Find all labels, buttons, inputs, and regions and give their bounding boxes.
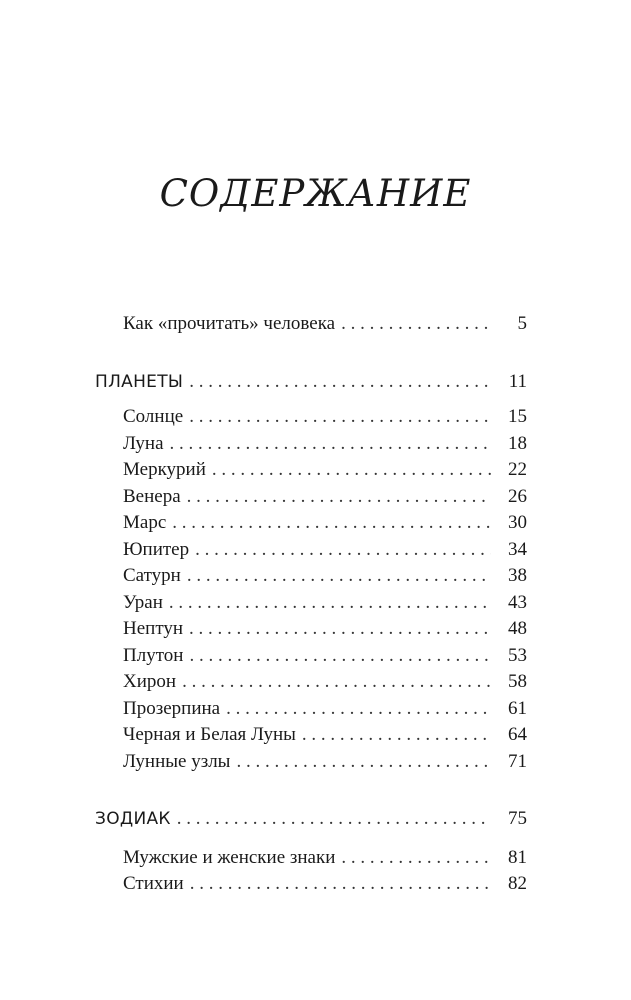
toc-section-planets[interactable] [95,369,527,395]
toc-entry-label: Марс [123,512,167,533]
toc-entry[interactable] [123,696,527,722]
dot-leader [187,484,491,510]
toc-entry[interactable] [123,590,527,616]
toc-entry[interactable] [123,431,527,457]
toc-section-zodiac[interactable] [95,806,527,832]
toc-entry[interactable] [123,871,527,897]
toc-page-number: 22 [508,459,527,480]
toc-entry[interactable] [123,722,527,748]
toc-page-number: 82 [508,873,527,894]
dot-leader [341,311,491,337]
toc-entry-label: Солнце [123,406,184,427]
toc-page-number: 64 [508,724,527,745]
toc-section-label: ПЛАНЕТЫ [95,372,184,392]
dot-leader [190,871,491,897]
toc-page-number: 53 [508,645,527,666]
toc-page-number: 11 [508,371,527,392]
dot-leader [226,696,491,722]
dot-leader [189,643,491,669]
dot-leader [212,457,491,483]
toc-entry[interactable] [123,404,527,430]
toc-page-number: 75 [508,808,527,829]
toc-page-number: 15 [508,406,527,427]
toc-section-label: ЗОДИАК [95,809,171,829]
page-title: СОДЕРЖАНИЕ [159,172,472,215]
dot-leader [189,404,491,430]
toc-page-number: 48 [508,618,527,639]
toc-entry-label: Сатурн [123,565,181,586]
toc-entry-label: Лунные узлы [123,751,231,772]
toc-entry-label: Черная и Белая Луны [123,724,296,745]
dot-leader [170,431,491,457]
dot-leader [189,369,491,395]
toc-entry-label: Прозерпина [123,698,221,719]
dot-leader [177,806,491,832]
toc-entry-label: Уран [123,592,163,613]
toc-page-number: 5 [517,313,527,334]
dot-leader [302,722,491,748]
toc-page-number: 61 [508,698,527,719]
toc-entry-label: Мужские и женские знаки [123,847,336,868]
toc-entry-label: Плутон [123,645,184,666]
toc-page-number: 43 [508,592,527,613]
toc-entry[interactable] [123,563,527,589]
dot-leader [172,510,491,536]
toc-entry[interactable] [123,845,527,871]
dot-leader [169,590,491,616]
toc-entry[interactable] [123,643,527,669]
toc-entry[interactable] [123,311,527,337]
toc-entry[interactable] [123,616,527,642]
dot-leader [189,616,491,642]
toc-page-number: 81 [508,847,527,868]
dot-leader [341,845,491,871]
toc-entry[interactable] [123,510,527,536]
toc-entry-label: Нептун [123,618,184,639]
toc-entry-label: Стихии [123,873,184,894]
toc-entry-label: Как «прочитать» человека [123,313,336,334]
dot-leader [182,669,491,695]
toc-entry-label: Меркурий [123,459,206,480]
dot-leader [195,537,491,563]
dot-leader [187,563,491,589]
toc-entry-label: Венера [123,486,181,507]
toc-page-number: 38 [508,565,527,586]
toc-page-number: 34 [508,539,527,560]
toc-page-number: 30 [508,512,527,533]
toc-entry-label: Юпитер [123,539,190,560]
toc-entry[interactable] [123,484,527,510]
toc-entry[interactable] [123,749,527,775]
toc-page-number: 58 [508,671,527,692]
toc-page-number: 18 [508,433,527,454]
toc-page-number: 71 [508,751,527,772]
toc-entry-label: Хирон [123,671,177,692]
toc-entry[interactable] [123,537,527,563]
dot-leader [236,749,491,775]
toc-entry[interactable] [123,669,527,695]
toc-page-number: 26 [508,486,527,507]
toc-entry[interactable] [123,457,527,483]
toc-entry-label: Луна [123,433,164,454]
